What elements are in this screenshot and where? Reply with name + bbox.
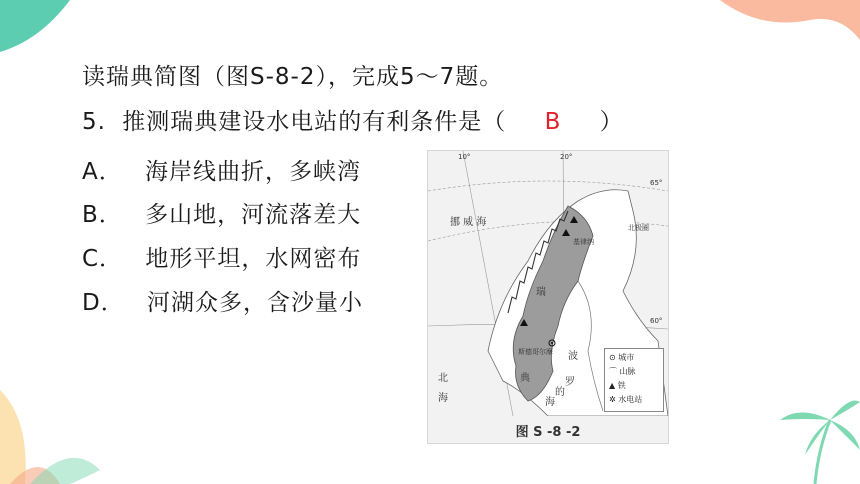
option-letter: D． bbox=[82, 290, 125, 316]
question-stem: 推测瑞典建设水电站的有利条件是（ bbox=[122, 109, 507, 135]
hydropower-symbol-icon: ✲ bbox=[609, 395, 616, 404]
option-a bbox=[82, 153, 361, 186]
figure-caption: 图 S -8 -2 bbox=[515, 425, 581, 440]
map-label-arctic: 北极圈 bbox=[628, 224, 649, 232]
legend-label: 山脉 bbox=[619, 367, 636, 376]
map-label-bei: 北 bbox=[438, 373, 448, 384]
sweden-map-figure bbox=[427, 150, 669, 444]
answer-mark: B bbox=[544, 109, 562, 135]
map-label-kiruna: 基律纳 bbox=[573, 238, 594, 246]
question-number: 5. bbox=[82, 109, 106, 135]
legend-row-iron bbox=[609, 380, 626, 391]
map-label-beihai: 海 bbox=[438, 393, 448, 404]
option-b bbox=[82, 196, 361, 229]
legend-label: 水电站 bbox=[618, 395, 643, 404]
option-text: 地形平坦，水网密布 bbox=[145, 246, 362, 272]
option-letter: A． bbox=[82, 159, 123, 185]
map-label-lon10: 10° bbox=[458, 153, 471, 161]
mountain-symbol-icon: ⌒ bbox=[609, 367, 617, 376]
map-label-lat60: 60° bbox=[650, 317, 663, 325]
decor-top-left-leaf bbox=[0, 0, 70, 60]
legend-label: 铁 bbox=[617, 381, 626, 390]
map-label-hai: 海 bbox=[545, 397, 555, 408]
map-label-lon20: 20° bbox=[560, 153, 573, 161]
question-intro: 读瑞典简图（图S-8-2），完成5～7题。 bbox=[82, 64, 504, 90]
decor-bottom-right-palm bbox=[770, 380, 860, 484]
question-stem-end: ） bbox=[599, 109, 624, 135]
map-label-stockholm: 斯德哥尔摩 bbox=[518, 348, 553, 356]
option-letter: B． bbox=[82, 202, 123, 228]
legend-label: 城市 bbox=[618, 353, 635, 362]
iron-symbol-icon: ▲ bbox=[609, 381, 616, 390]
option-text: 海岸线曲折，多峡湾 bbox=[145, 159, 362, 185]
decor-top-right-blob bbox=[700, 0, 860, 60]
map-label-rui: 瑞 bbox=[536, 287, 546, 298]
legend-row-hydropower bbox=[609, 394, 642, 405]
option-text: 河湖众多，含沙量小 bbox=[147, 290, 364, 316]
map-label-lat65: 65° bbox=[650, 179, 663, 187]
option-c bbox=[82, 240, 361, 273]
option-letter: C． bbox=[82, 246, 124, 272]
map-label-de: 的 bbox=[555, 387, 565, 398]
map-label-luo: 罗 bbox=[565, 377, 575, 388]
option-d bbox=[82, 284, 363, 317]
legend-row-mountain bbox=[609, 366, 636, 377]
map-legend bbox=[604, 348, 664, 412]
legend-row-city bbox=[609, 352, 634, 363]
option-text: 多山地，河流落差大 bbox=[145, 202, 362, 228]
question-stem-line bbox=[82, 103, 624, 136]
map-label-bo: 波 bbox=[568, 351, 578, 362]
map-label-norwegian-sea: 挪 威 海 bbox=[450, 217, 487, 228]
map-label-dian: 典 bbox=[520, 373, 530, 384]
city-symbol-icon: ⊙ bbox=[609, 353, 616, 362]
decor-bottom-left-plant bbox=[0, 380, 110, 484]
